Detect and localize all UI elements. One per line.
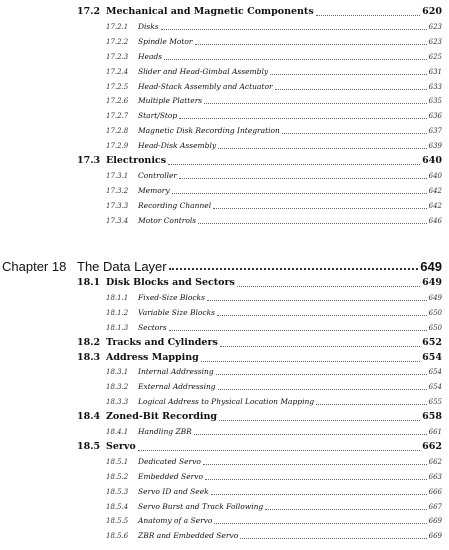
dot-leader xyxy=(270,74,427,75)
dot-leader xyxy=(205,479,427,480)
toc-subsection-row[interactable] xyxy=(0,95,449,109)
toc-subsection-row[interactable] xyxy=(0,501,449,515)
dot-leader xyxy=(220,346,420,347)
dot-leader xyxy=(275,89,427,90)
toc-subsection-row[interactable] xyxy=(0,125,449,139)
section-title: Spindle Motor xyxy=(138,36,193,46)
section-number: 18.4.1 xyxy=(106,428,129,436)
section-number: 17.2.5 xyxy=(106,82,129,91)
dot-leader xyxy=(161,29,427,30)
page-number: 658 xyxy=(422,411,442,423)
dot-leader xyxy=(138,450,420,451)
section-title: Embedded Servo xyxy=(138,471,203,481)
section-number: 18.5.6 xyxy=(106,532,129,541)
section-title: Sectors xyxy=(138,322,167,332)
dot-leader xyxy=(265,509,426,510)
page-number: 625 xyxy=(428,52,442,61)
page-number: 654 xyxy=(428,368,442,377)
section-title: Multiple Platters xyxy=(138,96,203,106)
page-number: 655 xyxy=(428,398,442,407)
section-number: 17.3.3 xyxy=(106,201,129,210)
toc-section-row[interactable] xyxy=(0,277,449,291)
page-number: 649 xyxy=(428,293,442,302)
section-title: Motor Controls xyxy=(138,215,197,225)
page-number: 637 xyxy=(428,127,442,136)
dot-leader xyxy=(219,420,420,421)
section-number: 17.2.7 xyxy=(106,112,129,121)
toc-subsection-row[interactable] xyxy=(0,51,449,65)
page-number: 669 xyxy=(428,517,442,526)
section-title: Logical Address to Physical Location Mapping xyxy=(138,397,315,407)
toc-subsection-row[interactable] xyxy=(0,200,449,214)
section-title: Head-Stack Assembly and Actuator xyxy=(138,81,273,91)
toc-subsection-row[interactable] xyxy=(0,381,449,395)
section-title: Fixed-Size Blocks xyxy=(138,292,205,302)
section-number: 18.3 xyxy=(77,351,101,363)
dot-leader xyxy=(316,404,427,405)
dot-leader xyxy=(179,118,426,119)
section-number: 18.3.2 xyxy=(106,383,129,392)
section-title: Handling ZBR xyxy=(138,427,192,436)
page-number: 642 xyxy=(428,186,442,195)
section-title: Magnetic Disk Recording Integration xyxy=(138,126,280,136)
section-number: 17.3.4 xyxy=(106,216,129,225)
toc-subsection-row[interactable] xyxy=(0,140,449,154)
dot-leader xyxy=(179,178,427,179)
dot-leader xyxy=(172,193,427,194)
page-number: 649 xyxy=(420,259,442,274)
section-number: 17.2.9 xyxy=(106,142,129,151)
section-title: Dedicated Servo xyxy=(138,456,201,466)
section-title: Electronics xyxy=(106,155,167,166)
section-number: 18.4 xyxy=(77,411,101,423)
section-number: 18.3.1 xyxy=(106,368,129,377)
toc-section-row[interactable] xyxy=(0,441,449,455)
page-number: 640 xyxy=(428,171,442,180)
toc-subsection-row[interactable] xyxy=(0,307,449,321)
dot-leader xyxy=(216,374,427,375)
section-title: Anatomy of a Servo xyxy=(138,516,213,526)
section-title: Servo Burst and Track Following xyxy=(138,501,264,511)
section-title: Disk Blocks and Sectors xyxy=(106,277,235,288)
page-number: 640 xyxy=(422,155,442,166)
toc-subsection-row[interactable] xyxy=(0,185,449,199)
dot-leader xyxy=(168,164,420,165)
page-number: 635 xyxy=(428,97,442,106)
page-number: 666 xyxy=(428,487,442,496)
toc-chapter-row[interactable] xyxy=(0,259,449,273)
page-number: 636 xyxy=(428,112,442,121)
dot-leader xyxy=(194,434,427,435)
toc-subsection-row[interactable] xyxy=(0,515,449,529)
page-number: 654 xyxy=(428,383,442,392)
toc-section-row[interactable] xyxy=(0,352,449,366)
toc-subsection-row[interactable] xyxy=(0,170,449,184)
section-title: Servo xyxy=(106,440,136,452)
toc-subsection-row[interactable] xyxy=(0,21,449,35)
chapter-label: Chapter 18 xyxy=(2,259,67,274)
page-number: 669 xyxy=(428,532,442,541)
section-title: Tracks and Cylinders xyxy=(106,336,218,348)
toc-subsection-row[interactable] xyxy=(0,81,449,95)
dot-leader xyxy=(164,59,427,60)
toc-subsection-row[interactable] xyxy=(0,471,449,485)
toc-subsection-row[interactable] xyxy=(0,36,449,50)
page-number: 623 xyxy=(428,37,442,46)
section-number: 17.2.1 xyxy=(106,22,129,31)
section-title: Slider and Head-Gimbal Assembly xyxy=(138,66,269,76)
toc-subsection-row[interactable] xyxy=(0,426,449,440)
section-title: Zoned-Bit Recording xyxy=(106,411,218,423)
page-number: 633 xyxy=(428,82,442,91)
section-title: Start/Stop xyxy=(138,111,178,121)
toc-subsection-row[interactable] xyxy=(0,366,449,380)
toc-subsection-row[interactable] xyxy=(0,530,449,544)
section-number: 17.2.2 xyxy=(106,37,129,46)
toc-section-row[interactable] xyxy=(0,6,449,20)
toc-subsection-row[interactable] xyxy=(0,66,449,80)
section-title: ZBR and Embedded Servo xyxy=(138,531,239,541)
page-number: 642 xyxy=(428,201,442,210)
section-number: 18.1.1 xyxy=(106,293,129,302)
section-title: Disks xyxy=(138,21,159,31)
section-number: 18.5 xyxy=(77,440,101,452)
dot-leader xyxy=(195,44,427,45)
section-title: Variable Size Blocks xyxy=(138,307,216,317)
dot-leader xyxy=(207,300,427,301)
dot-leader xyxy=(240,538,426,539)
dot-leader xyxy=(316,15,420,16)
section-title: Servo ID and Seek xyxy=(138,486,209,496)
page-number: 662 xyxy=(428,457,442,466)
dot-leader xyxy=(204,103,426,104)
dot-leader xyxy=(203,464,427,465)
section-title: Head-Disk Assembly xyxy=(138,141,217,151)
page-number: 667 xyxy=(428,502,442,511)
page-number: 620 xyxy=(422,6,442,17)
section-number: 18.5.5 xyxy=(106,517,129,526)
dot-leader xyxy=(201,361,420,362)
dot-leader xyxy=(169,268,419,270)
page-number: 649 xyxy=(422,277,442,288)
toc-subsection-row[interactable] xyxy=(0,322,449,336)
dot-leader xyxy=(213,208,426,209)
section-number: 17.2.4 xyxy=(106,67,129,76)
dot-leader xyxy=(214,523,426,524)
section-number: 18.5.2 xyxy=(106,472,129,481)
section-number: 17.2.6 xyxy=(106,97,129,106)
page-number: 650 xyxy=(428,323,442,332)
section-number: 17.2.8 xyxy=(106,127,129,136)
section-title: Controller xyxy=(138,170,178,180)
section-title: Mechanical and Magnetic Components xyxy=(106,6,314,17)
chapter-title: The Data Layer xyxy=(77,259,167,274)
dot-leader xyxy=(211,494,427,495)
section-title: Heads xyxy=(138,51,163,61)
toc-section-row[interactable] xyxy=(0,411,449,425)
toc-subsection-row[interactable] xyxy=(0,110,449,124)
section-number: 17.3.2 xyxy=(106,186,129,195)
dot-leader xyxy=(169,330,427,331)
page-number: 639 xyxy=(428,142,442,151)
page-number: 663 xyxy=(428,472,442,481)
toc-subsection-row[interactable] xyxy=(0,215,449,229)
section-title: Recording Channel xyxy=(138,200,212,210)
page-number: 661 xyxy=(428,428,442,436)
section-number: 17.2.3 xyxy=(106,52,129,61)
toc-subsection-row[interactable] xyxy=(0,396,449,410)
section-number: 18.2 xyxy=(77,336,101,348)
section-number: 17.3 xyxy=(77,155,101,166)
dot-leader xyxy=(217,315,427,316)
section-number: 18.1.3 xyxy=(106,323,129,332)
section-number: 17.3.1 xyxy=(106,171,129,180)
section-number: 18.5.4 xyxy=(106,502,129,511)
section-number: 18.1 xyxy=(77,277,101,288)
section-number: 18.5.3 xyxy=(106,487,129,496)
dot-leader xyxy=(198,223,426,224)
toc-subsection-row[interactable] xyxy=(0,486,449,500)
section-number: 18.5.1 xyxy=(106,457,129,466)
page-number: 662 xyxy=(422,440,442,452)
dot-leader xyxy=(218,389,427,390)
section-title: Memory xyxy=(138,185,170,195)
toc-section-row[interactable] xyxy=(0,337,449,351)
page-number: 631 xyxy=(428,67,442,76)
section-title: External Addressing xyxy=(138,382,216,392)
dot-leader xyxy=(218,148,427,149)
section-title: Internal Addressing xyxy=(138,367,214,377)
section-number: 17.2 xyxy=(77,6,101,17)
page-number: 654 xyxy=(422,351,442,363)
dot-leader xyxy=(282,133,427,134)
page-number: 623 xyxy=(428,22,442,31)
toc-subsection-row[interactable] xyxy=(0,292,449,306)
dot-leader xyxy=(237,286,420,287)
section-number: 18.1.2 xyxy=(106,308,129,317)
section-title: Address Mapping xyxy=(106,351,199,363)
page-number: 646 xyxy=(428,216,442,225)
toc-section-row[interactable] xyxy=(0,155,449,169)
section-number: 18.3.3 xyxy=(106,398,129,407)
page-number: 652 xyxy=(422,336,442,348)
toc-subsection-row[interactable] xyxy=(0,456,449,470)
page-number: 650 xyxy=(428,308,442,317)
